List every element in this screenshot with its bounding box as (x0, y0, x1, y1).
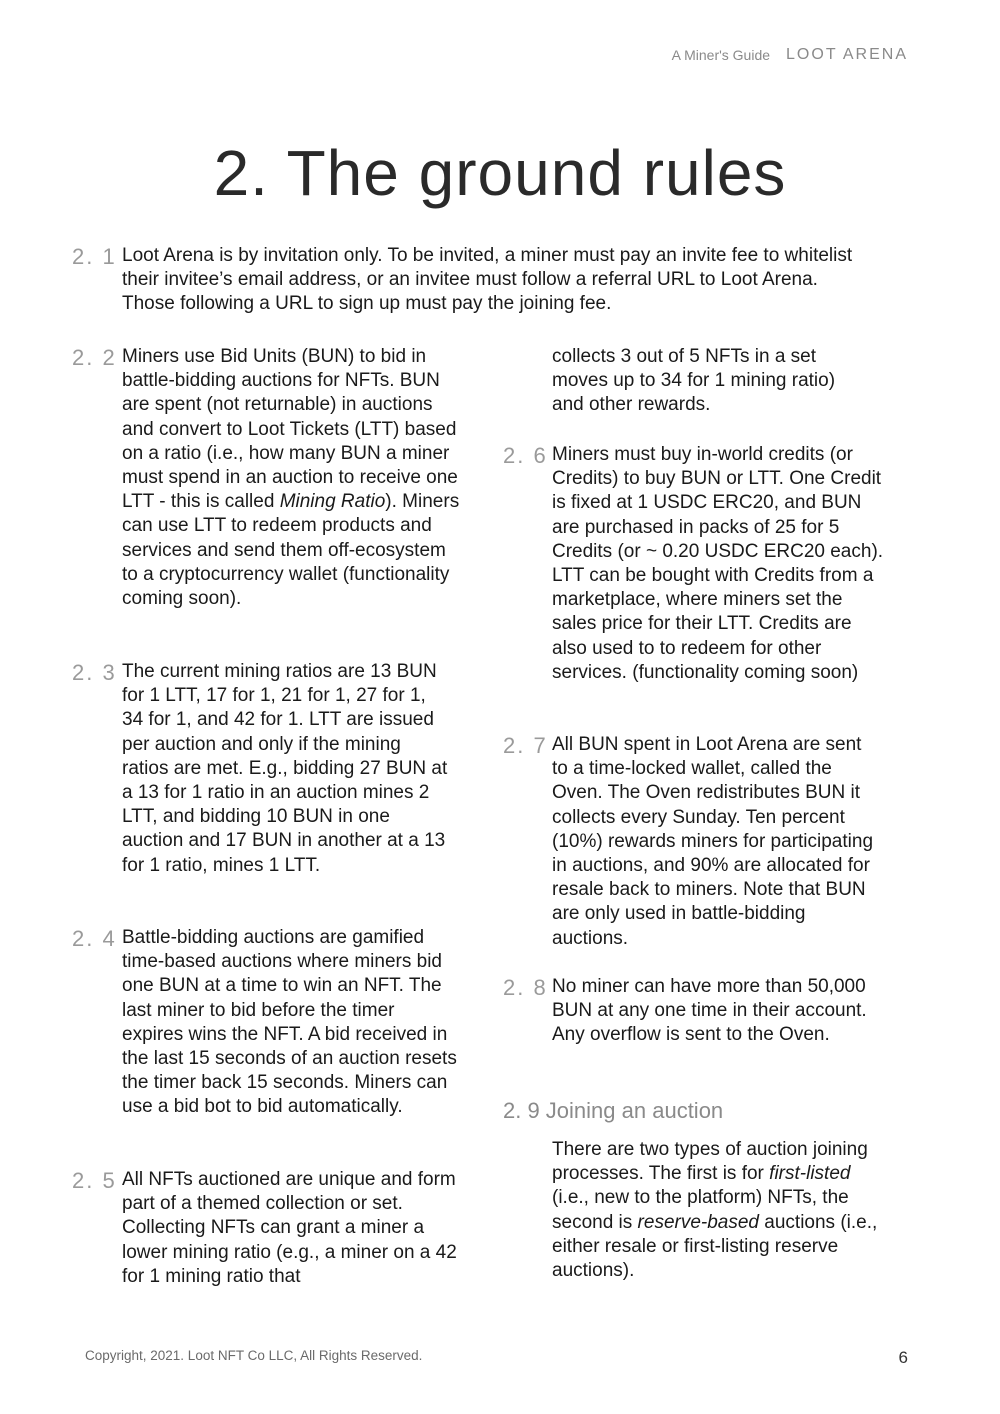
rule-text-emphasis: Mining Ratio (279, 491, 386, 513)
rule-text: The current mining ratios are 13 BUN for 1 LTT, 17 for 1, 21 for 1, 27 for 1, 34 for 1, and 42 for 1. LTT are issued per auction and only if the mining ratios are met. E.g., bidding 27 BUN at a 13 for 1 ratio in an auction mines 2 LTT, and bidding 10 BUN in one auction and 17 BUN in another at a 13 for 1 ratio, mines 1 LTT. (122, 661, 448, 876)
rule-2-5-continued (552, 345, 882, 418)
rule-text: collects 3 out of 5 NFTs in a set moves up to 34 for 1 mining ratio) and other rewards. (552, 346, 836, 416)
rule-text-part: ). Miners can use LTT to redeem products and services and send them off-ecosystem to a cryptocurrency wallet (functionality coming soon). (122, 491, 460, 610)
rule-text: All BUN spent in Loot Arena are sent to a time-locked wallet, called the Oven. The Oven redistributes BUN it collects every Sunday. Ten percent (10%) rewards miners for participating in auctions, and 90% are allocated for resale back to miners. Note that BUN are only used in battle-bidding auctions. (552, 734, 874, 949)
rule-2-3 (72, 660, 472, 878)
rule-number: 2. 1 (72, 244, 117, 269)
header-guide-title: A Miner's Guide (671, 47, 771, 63)
rule-number: 2. 6 (503, 443, 548, 468)
rule-text-part: There are two types of auction joining processes. The first is for (552, 1139, 868, 1185)
rule-number: 2. 7 (503, 733, 548, 758)
rule-text (122, 345, 462, 611)
rule-2-7 (503, 733, 903, 951)
rule-text-part: auctions (i.e., either resale or first-listing reserve auctions). (552, 1211, 878, 1282)
rule-2-1 (72, 244, 872, 317)
rule-text-emphasis: reserve-based (637, 1211, 759, 1233)
rule-2-4 (72, 926, 472, 1120)
rule-text-part: Miners use Bid Units (BUN) to bid in battle-bidding auctions for NFTs. BUN are spent (not returnable) in auctions and convert to Loot Tickets (LTT) based on a ratio (i.e., how many BUN a miner must spend in an auction to receive one LTT - this is called (122, 346, 458, 513)
page-title: 2. The ground rules (213, 137, 787, 209)
rule-2-2 (72, 345, 472, 611)
brand-logo: LOOT ARENA (786, 46, 908, 63)
rule-text: No miner can have more than 50,000 BUN at any one time in their account. Any overflow is sent to the Oven. (552, 976, 867, 1046)
page-header (672, 46, 908, 64)
rule-2-8 (503, 975, 903, 1048)
rule-number: 2. 2 (72, 345, 117, 370)
rule-text-emphasis: first-listed (769, 1163, 851, 1185)
rule-text-part: (i.e., new to the platform) NFTs, the second is (552, 1187, 849, 1233)
rule-text (552, 1138, 882, 1283)
rule-2-9 (503, 1098, 903, 1283)
rule-number: 2. 3 (72, 660, 117, 685)
rule-text: Loot Arena is by invitation only. To be invited, a miner must pay an invite fee to whitelist their invitee’s email address, or an invitee must follow a referral URL to Loot Arena. Those following a URL to sign up must pay the joining fee. (122, 245, 853, 315)
rule-2-5 (72, 1168, 472, 1289)
rule-text: Battle-bidding auctions are gamified time-based auctions where miners bid one BUN at a time to win an NFT. The last miner to bid before the timer expires wins the NFT. A bid received in the last 15 seconds of an auction resets the timer back 15 seconds. Miners can use a bid bot to bid automatically. (122, 927, 457, 1118)
rule-number: 2. 5 (72, 1168, 117, 1193)
rule-text: Miners must buy in-world credits (or Credits) to buy BUN or LTT. One Credit is fixed at 1 USDC ERC20, and BUN are purchased in packs of 25 for 5 Credits (or ~ 0.20 USDC ERC20 each). LTT can be bought with Credits from a marketplace, where miners set the sales price for their LTT. Credits are also used to to redeem for other services. (functionality coming soon) (552, 444, 884, 683)
rule-number: 2. 8 (503, 975, 548, 1000)
rule-text: All NFTs auctioned are unique and form part of a themed collection or set. Collecting NFTs can grant a miner a lower mining ratio (e.g., a miner on a 42 for 1 mining ratio that (122, 1169, 457, 1287)
rule-number: 2. 4 (72, 926, 117, 951)
footer-copyright: Copyright, 2021. Loot NFT Co LLC, All Rights Reserved. (85, 1348, 423, 1363)
rule-2-6 (503, 443, 903, 685)
page-number: 6 (898, 1348, 908, 1367)
section-heading: 2. 9 Joining an auction (503, 1098, 724, 1123)
